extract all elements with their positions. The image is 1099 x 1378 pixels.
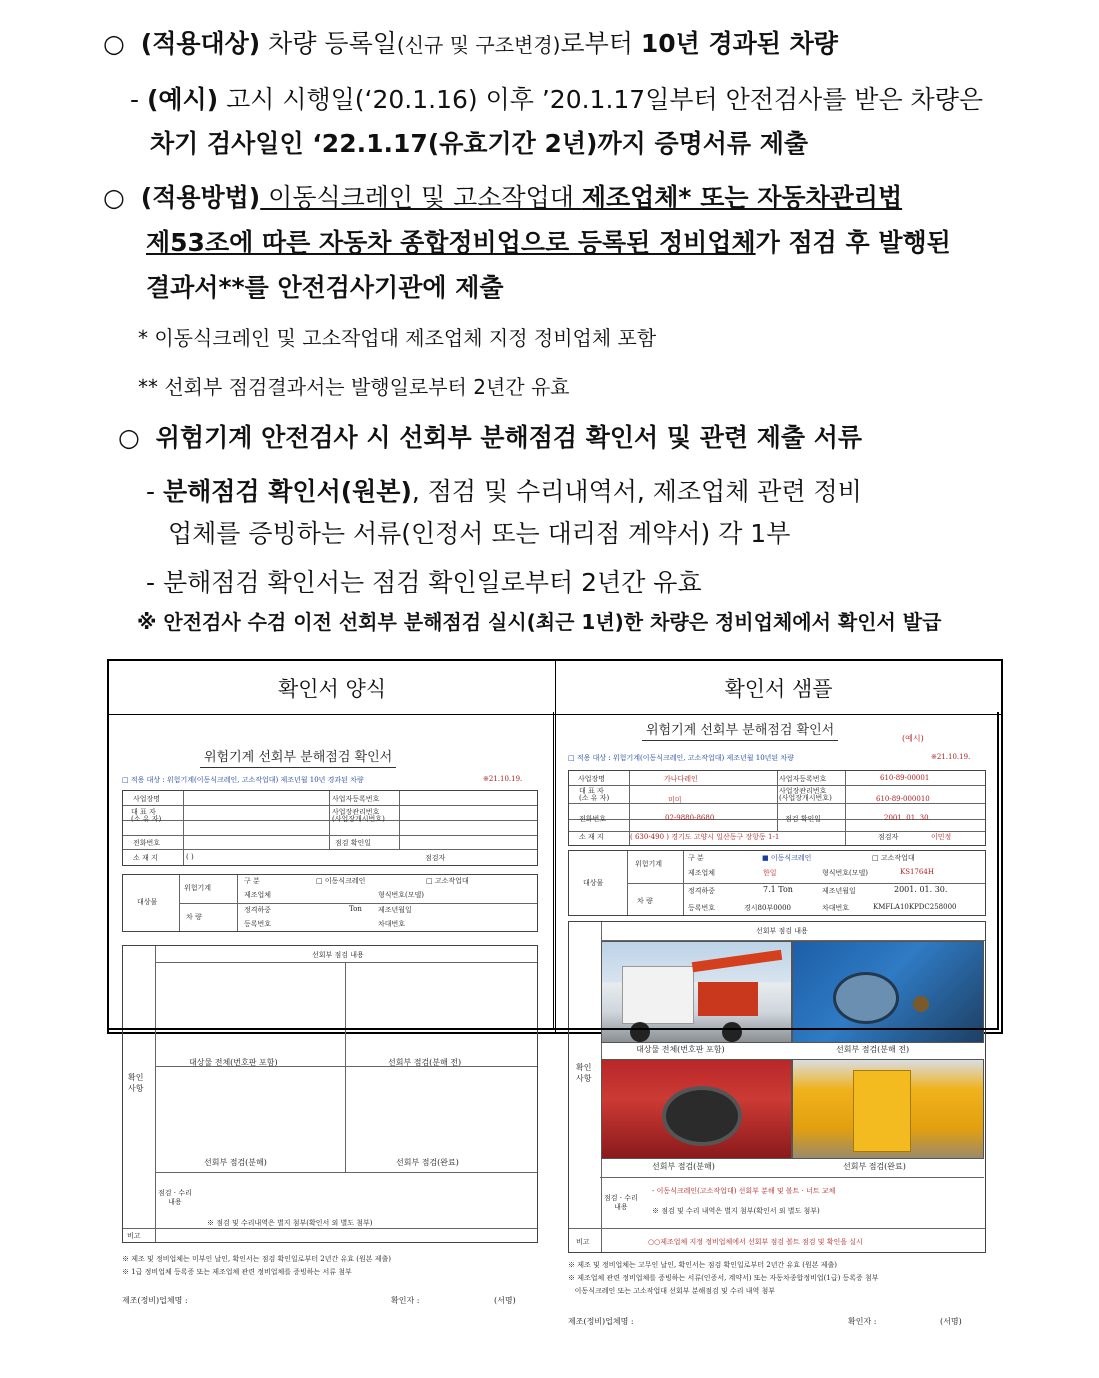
form-label: 사업장관리번호 (사업장개시번호): [332, 808, 385, 823]
sample-value: KS1764H: [900, 868, 934, 876]
form-subject: □ 적용 대상 : 위험기계(이동식크레인, 고소작업대) 제조년월 10년 경과된 차량: [122, 776, 364, 784]
docs-line-3: - 분해점검 확인서는 점검 확인일로부터 2년간 유효: [146, 568, 702, 597]
sample-subject: □ 적용 대상 : 위험기계(이동식크레인, 고소작업대) 제조년월 10년된 차량: [568, 754, 794, 762]
text: 고시 시행일(‘20.1.16) 이후 ’20.1.17일부터 안전검사를 받은 차량은: [218, 85, 983, 114]
form-label: 선회부 점검 내용: [756, 927, 808, 935]
form-sign-company: 제조(정비)업체명 :: [122, 1296, 188, 1305]
sample-value: 한일: [763, 869, 777, 877]
footnote-2: ** 선회부 점검결과서는 발행일로부터 2년간 유효: [138, 375, 570, 399]
sample-value: 7.1 Ton: [763, 885, 793, 894]
form-label: 위험기계: [184, 884, 212, 892]
form-label: 비고: [127, 1232, 141, 1240]
form-footnote: ※ 1급 정비업체 등록증 또는 제조업체 관련 정비업체를 증빙하는 서류 첨부: [122, 1268, 352, 1276]
form-label: 대상물: [137, 898, 158, 906]
form-label: □ 이동식크레인: [316, 877, 366, 885]
form-label: 제조년월일: [822, 887, 856, 895]
sample-value: 가나다레인: [664, 775, 698, 783]
footnote-1: * 이동식크레인 및 고소작업대 제조업체 지정 정비업체 포함: [138, 326, 657, 350]
form-label: 점검 확인일: [785, 815, 822, 823]
form-label: 점검 확인일: [335, 839, 372, 847]
section-method: [103, 178, 902, 214]
form-label: 구 분: [688, 854, 704, 862]
sample-value: 2001. 01. 30.: [884, 814, 931, 822]
photo-caption: 선회부 점검(분해): [652, 1162, 715, 1171]
photo-caption: 선회부 점검(분해 전): [388, 1058, 462, 1067]
photo-caption: 선회부 점검(완료): [396, 1158, 459, 1167]
form-date: ※21.10.19.: [483, 775, 523, 783]
form-label: 선회부 점검 내용: [312, 951, 364, 959]
sample-value: 이민정: [931, 833, 952, 841]
form-label: 전화번호: [133, 839, 161, 847]
text: 제조업체* 또는 자동차관리법: [581, 183, 903, 212]
bullet-circle: ○: [118, 423, 140, 452]
text: (신규 및 구조변경): [396, 33, 561, 57]
form-label: 대상물: [583, 879, 604, 887]
sample-footnote: ※ 제조업체 관련 정비업체를 증빙하는 서류(인증서, 계약서) 또는 자동차종합정비업(1급) 등록증 첨부: [568, 1274, 879, 1282]
label-target: (적용대상): [140, 29, 261, 58]
sample-note: ○○제조업체 지정 정비업체에서 선회부 점검 볼트 점검 및 확인을 실시: [648, 1238, 863, 1246]
example-line-2: [150, 124, 808, 160]
form-label: 확인 사항: [576, 1063, 592, 1083]
text: 이동식크레인 및 고소작업대: [260, 183, 582, 212]
sample-attach-note: ※ 점검 및 수리 내역은 별지 첨부(확인서 외 별도 첨부): [652, 1207, 820, 1215]
form-label: 정격하중: [244, 906, 272, 914]
sample-value: ( 630-490 ) 경기도 고양시 일산동구 장항동 1-1: [630, 833, 780, 841]
divider: [600, 1177, 984, 1178]
sample-value: 02-9880-8680: [665, 814, 715, 822]
photo-caption: 대상물 전체(번호판 포함): [189, 1058, 278, 1067]
text: 결과서**를 안전검사기관에 제출: [146, 273, 504, 302]
form-label: 형식번호(모델): [378, 891, 425, 899]
sample-title: 위험기계 선회부 분해점검 확인서: [642, 719, 838, 741]
text: 제53조에 따른 자동차 종합정비업으로 등록된 정비업체: [146, 228, 756, 257]
form-label: 점검 · 수리 내용: [158, 1189, 192, 1206]
photo-caption: 선회부 점검(분해): [204, 1158, 267, 1167]
form-label: 형식번호(모델): [822, 869, 869, 877]
example-line-1: [130, 80, 983, 116]
form-label: 구 분: [244, 877, 260, 885]
form-label: 사업장명: [578, 775, 606, 783]
form-label: 등록번호: [688, 904, 716, 912]
form-label: 점검자: [425, 854, 446, 862]
form-label: 차 량: [637, 897, 653, 905]
form-label: 사업장명: [133, 795, 161, 803]
text: , 점검 및 수리내역서, 제조업체 관련 정비: [411, 477, 862, 506]
form-label: 대 표 자 (소 유 자): [579, 787, 610, 802]
method-line-2: [146, 223, 951, 259]
sample-value: 경시80부0000: [744, 904, 792, 912]
sample-example-tag: (예시): [902, 734, 924, 743]
photo-caption: 대상물 전체(번호판 포함): [636, 1045, 725, 1054]
header-form: 확인서 양식: [109, 661, 555, 715]
form-label: Ton: [349, 905, 362, 913]
form-footnote: ※ 제조 및 정비업체는 미부인 날인, 확인서는 점검 확인일로부터 2년간 유효 (원본 제출): [122, 1255, 391, 1263]
text: 로부터: [560, 29, 641, 58]
text: 분해점검 확인서(원본): [162, 477, 412, 506]
header-sample: 확인서 샘플: [556, 661, 1001, 715]
photo-swing-complete: [792, 1059, 984, 1159]
label-example: (예시): [146, 85, 219, 114]
sample-footnote: 이동식크레인 또는 고소작업대 선회부 분해점검 및 수리 내역 첨부: [568, 1287, 776, 1295]
form-label: 소 재 지: [133, 854, 158, 862]
label-method: (적용방법): [140, 183, 261, 212]
form-label: 차 량: [186, 913, 202, 921]
form-label: ( ): [186, 853, 194, 861]
form-label: 점검자: [878, 833, 899, 841]
form-label: 대 표 자 (소 유 자): [131, 808, 162, 823]
form-label: 사업장관리번호 (사업장개시번호): [779, 787, 832, 802]
form-label: 등록번호: [244, 920, 272, 928]
section-applicability: [103, 24, 838, 60]
divider: [553, 712, 554, 1030]
sample-sign-person: 확인자 :: [848, 1317, 877, 1326]
photo-caption: 선회부 점검(분해 전): [836, 1045, 910, 1054]
docs-line-2: 업체를 증빙하는 서류(인정서 또는 대리점 계약서) 각 1부: [168, 519, 791, 548]
sample-value: ■ 이동식크레인: [762, 854, 812, 862]
section-title: 위험기계 안전검사 시 선회부 분해점검 확인서 및 관련 제출 서류: [155, 423, 863, 452]
sample-date: ※21.10.19.: [931, 753, 971, 761]
section-documents: [118, 418, 862, 454]
form-label: 사업자등록번호: [332, 795, 380, 803]
form-title: 위험기계 선회부 분해점검 확인서: [200, 746, 396, 768]
form-label: 제조업체: [688, 869, 716, 877]
photo-caption: 선회부 점검(완료): [843, 1162, 906, 1171]
bullet-circle: ○: [103, 29, 125, 58]
docs-line-1: [146, 472, 862, 508]
form-label: 제조업체: [244, 891, 272, 899]
form-label: 비고: [576, 1238, 590, 1246]
sample-sign: (서명): [940, 1317, 962, 1326]
sample-value: 미미: [668, 796, 682, 804]
form-label: 사업자등록번호: [779, 775, 827, 783]
form-attach-note: ※ 점검 및 수리내역은 별지 첨부(확인서 외 별도 첨부): [207, 1219, 373, 1227]
dash: -: [130, 85, 147, 114]
sample-footnote: ※ 제조 및 정비업체는 고무인 날인, 확인서는 점검 확인일로부터 2년간 유효 (원본 제출): [568, 1261, 837, 1269]
text: 가 점검 후 발행된: [755, 228, 951, 257]
form-label: 정격하중: [688, 887, 716, 895]
sample-value: 610-89-00001: [880, 774, 930, 782]
form-label: 위험기계: [635, 860, 663, 868]
form-label: 점검 · 수리 내용: [604, 1194, 638, 1211]
text: 차량 등록일: [260, 29, 397, 58]
form-label: 소 재 지: [579, 833, 604, 841]
sample-value: 610-89-000010: [876, 795, 930, 803]
sample-sign-company: 제조(정비)업체명 :: [568, 1317, 634, 1326]
form-label: 제조년월일: [378, 906, 412, 914]
text: 10년 경과된 차량: [640, 29, 838, 58]
sample-value: KMFLA10KPDC258000: [873, 903, 957, 911]
sample-value: 2001. 01. 30.: [894, 885, 948, 894]
method-line-3: [146, 268, 504, 304]
form-label: □ 고소작업대: [426, 877, 469, 885]
dash: -: [146, 477, 163, 506]
form-label: 전화번호: [579, 815, 607, 823]
photo-swing-disassembly: [601, 1059, 792, 1159]
form-sign-person: 확인자 :: [391, 1296, 420, 1305]
bullet-circle: ○: [103, 183, 125, 212]
sample-repair: - 이동식크레인(고소작업대) 선회부 분해 및 볼트 · 너트 교체: [652, 1187, 836, 1195]
form-label: 차대번호: [378, 920, 406, 928]
reference-note: ※ 안전검사 수검 이전 선회부 분해점검 실시(최근 1년)한 차량은 정비업체에서 확인서 발급: [137, 610, 942, 634]
sample-value: □ 고소작업대: [872, 854, 915, 862]
form-sign: (서명): [494, 1296, 516, 1305]
form-label: 확인 사항: [128, 1073, 144, 1093]
form-label: 차대번호: [822, 904, 850, 912]
text: 차기 검사일인 ‘22.1.17(유효기간 2년)까지 증명서류 제출: [150, 129, 809, 158]
